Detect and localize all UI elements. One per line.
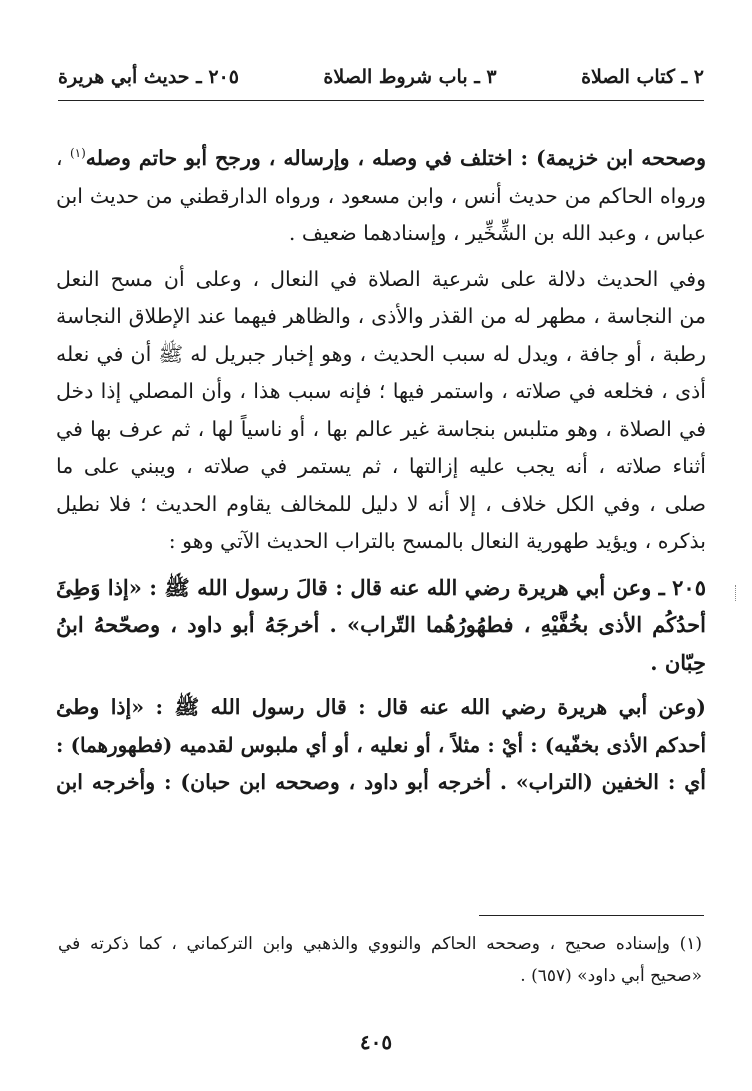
text-line: أثناء صلاته ، أنه يجب عليه إزالتها ، ثم يستمر في صلاته ، ويبني على ما	[56, 454, 706, 478]
text-line: رطبة ، أو جافة ، ويدل له سبب الحديث ، وهو إخبار جبريل له ﷺ أن في نعله	[56, 341, 706, 366]
paragraph-explanation	[56, 689, 706, 802]
paragraph-commentary-1	[56, 140, 706, 253]
text-line: أحدُكُم الأذى بخُفَّيْهِ ، فطهُورُهُما التّراب» . أخرجَهُ أبو داود ، وصحّحهُ ابنُ	[56, 612, 706, 637]
text-line: أي : الخفين (التراب» . أخرجه أبو داود ، وصححه ابن حبان) : وأخرجه ابن	[56, 770, 707, 794]
text-line: في الصلاة ، وهو متلبس بنجاسة غير عالم بها ، أو ناسياً لها ، ثم عرف بها في	[56, 416, 706, 441]
main-text	[56, 140, 706, 802]
text-line: بذكره ، ويؤيد طهورية النعال بالمسح بالتراب الحديث الآتي وهو :	[168, 529, 706, 553]
text-line: صلى ، وفي الكل خلاف ، إلا أنه لا دليل للمخالف يقاوم الحديث ؛ فلا نطيل	[56, 491, 706, 516]
text-line: ورواه الحاكم من حديث أنس ، وابن مسعود ، ورواه الدارقطني من حديث ابن	[56, 183, 706, 208]
header-book-title: ٢ ـ كتاب الصلاة	[581, 66, 704, 88]
text-line: (وعن أبي هريرة رضي الله عنه قال : قال رسول الله ﷺ : «إذا وطئ	[56, 695, 706, 719]
text-line: أذى ، فخلعه في صلاته ، واستمر فيها ؛ فإنه سبب هذا ، وأن المصلي إذا دخل	[56, 379, 706, 403]
footnote-line: «صحيح أبي داود» (٦٥٧) .	[520, 966, 702, 986]
text-line: من النجاسة ، مطهر له من القذر والأذى ، والظاهر فيهما عند الإطلاق النجاسة	[56, 304, 706, 328]
text-line: أحدكم الأذى بخفّيه) : أيْ : مثلاً ، أو نعليه ، أو أي ملبوس لقدميه (فطهورهما) :	[56, 732, 706, 757]
text-line: حِبّان .	[650, 649, 706, 675]
scan-edge-mark	[735, 585, 739, 601]
footnote-ref: (١)	[69, 146, 86, 161]
header-divider	[58, 100, 704, 101]
paragraph-commentary-2	[56, 261, 706, 561]
header-chapter-title: ٣ ـ باب شروط الصلاة	[323, 66, 497, 88]
footnote-line: (١) وإسناده صحيح ، وصححه الحاكم والنووي والذهبي وابن التركماني ، كما ذكرته في	[58, 934, 702, 954]
header-hadith-title: ٢٠٥ ـ حديث أبي هريرة	[58, 66, 239, 88]
text-line: وفي الحديث دلالة على شرعية الصلاة في النعال ، وعلى أن مسح النعل	[56, 266, 706, 291]
page-number: ٤٠٥	[359, 1030, 393, 1054]
footnotes	[58, 928, 702, 992]
text-span: وصححه ابن خزيمة) : اختلف في وصله ، وإرساله ، ورجح أبو حاتم وصله	[85, 146, 706, 170]
text-line	[56, 140, 706, 178]
running-header	[58, 60, 704, 94]
hadith-text	[56, 569, 706, 682]
text-line: عباس ، وعبد الله بن الشِّخِّير ، وإسنادهما ضعيف .	[288, 221, 706, 245]
footnote-divider	[479, 915, 704, 916]
text-span: ،	[56, 146, 70, 170]
text-line: ٢٠٥ ـ وعن أبي هريرة رضي الله عنه قال : قالَ رسول الله ﷺ : «إذا وَطِئَ	[56, 574, 706, 600]
